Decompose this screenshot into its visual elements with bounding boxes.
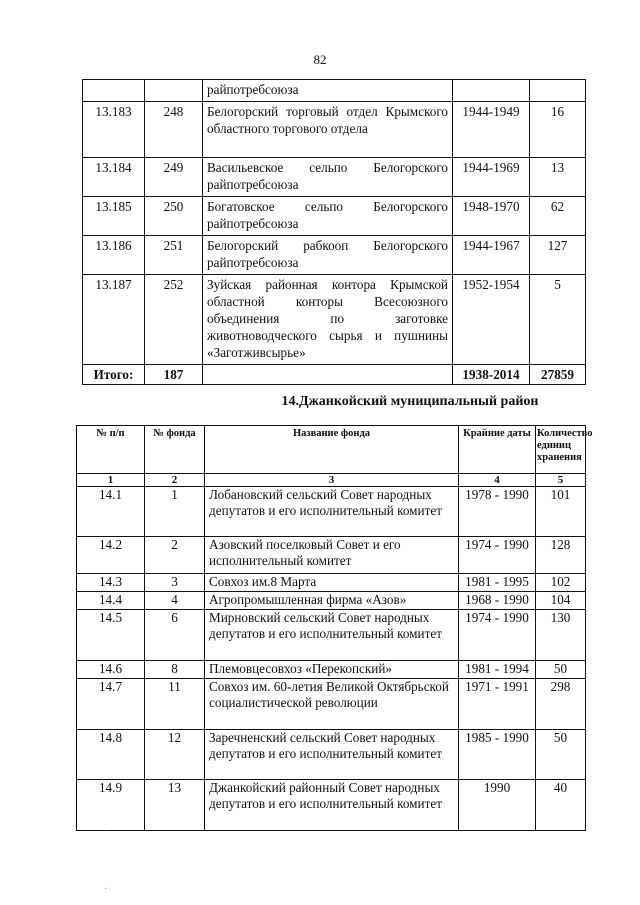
fund-dates [453, 80, 530, 102]
fund-units: 13 [530, 158, 586, 197]
total-row [83, 365, 586, 385]
fund-dates: 1971 - 1991 [459, 679, 536, 730]
column-number: 5 [536, 474, 586, 487]
fund-units: 127 [530, 236, 586, 275]
column-number: 3 [205, 474, 459, 487]
fund-number: 252 [145, 275, 203, 365]
fund-dates: 1990 [459, 780, 536, 831]
fund-index: 14.5 [77, 610, 145, 661]
fund-dates: 1944-1967 [453, 236, 530, 275]
fund-name: Агропромышленная фирма «Азов» [205, 592, 459, 610]
fund-dates: 1985 - 1990 [459, 730, 536, 780]
table-row [77, 487, 586, 537]
total-empty-cell [203, 365, 453, 385]
page-number: 82 [313, 52, 327, 67]
table-row [77, 537, 586, 574]
fund-name: райпотребсоюза [203, 80, 453, 102]
fund-units [530, 80, 586, 102]
header-name: Название фонда [205, 426, 459, 474]
fund-number: 249 [145, 158, 203, 197]
total-label: Итого: [83, 365, 145, 385]
column-numbers-row [77, 474, 586, 487]
table-row [77, 661, 586, 679]
section-title: 14.Джанкойский муниципальный район [281, 394, 539, 409]
column-number: 2 [145, 474, 205, 487]
fund-index: 14.4 [77, 592, 145, 610]
table-row [83, 80, 586, 102]
fund-name: Джанкойский районный Совет народных депутатов и его исполнительный комитет [205, 780, 459, 831]
table-row [77, 780, 586, 831]
fund-number: 11 [145, 679, 205, 730]
fund-number: 12 [145, 730, 205, 780]
funds-table-dzhankoy-body [77, 487, 586, 831]
fund-dates: 1944-1969 [453, 158, 530, 197]
fund-number: 3 [145, 574, 205, 592]
fund-name: Совхоз им.8 Марта [205, 574, 459, 592]
column-number: 1 [77, 474, 145, 487]
header-dates: Крайние даты [459, 426, 536, 474]
fund-dates: 1974 - 1990 [459, 537, 536, 574]
fund-name: Заречненский сельский Совет народных депутатов и его исполнительный комитет [205, 730, 459, 780]
table-header-row [77, 426, 586, 474]
table-row [83, 275, 586, 365]
fund-dates: 1978 - 1990 [459, 487, 536, 537]
fund-index [83, 80, 145, 102]
fund-name: Мирновский сельский Совет народных депутатов и его исполнительный комитет [205, 610, 459, 661]
fund-name: Племовцесовхоз «Перекопский» [205, 661, 459, 679]
fund-units: 40 [536, 780, 586, 831]
fund-units: 50 [536, 661, 586, 679]
fund-name: Белогорский рабкооп Белогорского райпотребсоюза [203, 236, 453, 275]
fund-units: 102 [536, 574, 586, 592]
fund-units: 298 [536, 679, 586, 730]
fund-index: 13.184 [83, 158, 145, 197]
total-fond-count: 187 [145, 365, 203, 385]
fund-index: 13.183 [83, 102, 145, 158]
fund-name: Азовский поселковый Совет и его исполнительный комитет [205, 537, 459, 574]
scan-mark: · [104, 826, 108, 837]
table-row [83, 102, 586, 158]
fund-number: 251 [145, 236, 203, 275]
fund-index: 14.3 [77, 574, 145, 592]
fund-dates: 1944-1949 [453, 102, 530, 158]
table-row [77, 730, 586, 780]
fund-number: 2 [145, 537, 205, 574]
column-number: 4 [459, 474, 536, 487]
fund-index: 13.185 [83, 197, 145, 236]
table-row [77, 610, 586, 661]
fund-number: 248 [145, 102, 203, 158]
fund-index: 14.9 [77, 780, 145, 831]
fund-units: 5 [530, 275, 586, 365]
fund-number: 4 [145, 592, 205, 610]
fund-name: Зуйская районная контора Крымской областной конторы Всесоюзного объединения по заготовке животноводческого сырья и пушнины «Заготживсырье» [203, 275, 453, 365]
fund-units: 62 [530, 197, 586, 236]
fund-name: Богатовское сельпо Белогорского райпотребсоюза [203, 197, 453, 236]
fund-dates: 1948-1970 [453, 197, 530, 236]
table-row [83, 197, 586, 236]
fund-number: 250 [145, 197, 203, 236]
fund-name: Совхоз им. 60-летия Великой Октябрьской социалистической революции [205, 679, 459, 730]
fund-units: 16 [530, 102, 586, 158]
table-row [77, 592, 586, 610]
fund-index: 14.8 [77, 730, 145, 780]
fund-units: 128 [536, 537, 586, 574]
fund-number: 1 [145, 487, 205, 537]
fund-name: Лобановский сельский Совет народных депутатов и его исполнительный комитет [205, 487, 459, 537]
header-units: Количество единиц хранения [536, 426, 586, 474]
fund-number: 6 [145, 610, 205, 661]
fund-dates: 1981 - 1994 [459, 661, 536, 679]
funds-table-continued [82, 79, 586, 385]
fund-number: 8 [145, 661, 205, 679]
fund-index: 14.6 [77, 661, 145, 679]
table-row [83, 158, 586, 197]
fund-index: 14.1 [77, 487, 145, 537]
fund-name: Васильевское сельпо Белогорского райпотребсоюза [203, 158, 453, 197]
fund-number: 13 [145, 780, 205, 831]
table-row [83, 236, 586, 275]
fund-units: 104 [536, 592, 586, 610]
funds-table-continued-body [83, 80, 586, 385]
fund-index: 13.187 [83, 275, 145, 365]
fund-dates: 1952-1954 [453, 275, 530, 365]
total-units: 27859 [530, 365, 586, 385]
fund-dates: 1974 - 1990 [459, 610, 536, 661]
fund-units: 101 [536, 487, 586, 537]
table-row [77, 679, 586, 730]
fund-index: 14.7 [77, 679, 145, 730]
total-dates: 1938-2014 [453, 365, 530, 385]
header-fond: № фонда [145, 426, 205, 474]
fund-dates: 1981 - 1995 [459, 574, 536, 592]
funds-table-dzhankoy [76, 425, 593, 831]
fund-index: 13.186 [83, 236, 145, 275]
fund-units: 50 [536, 730, 586, 780]
fund-name: Белогорский торговый отдел Крымского областного торгового отдела [203, 102, 453, 158]
fund-dates: 1968 - 1990 [459, 592, 536, 610]
fund-number [145, 80, 203, 102]
fund-index: 14.2 [77, 537, 145, 574]
header-num: № п/п [77, 426, 145, 474]
scan-mark: · [104, 884, 108, 895]
table-row [77, 574, 586, 592]
fund-units: 130 [536, 610, 586, 661]
